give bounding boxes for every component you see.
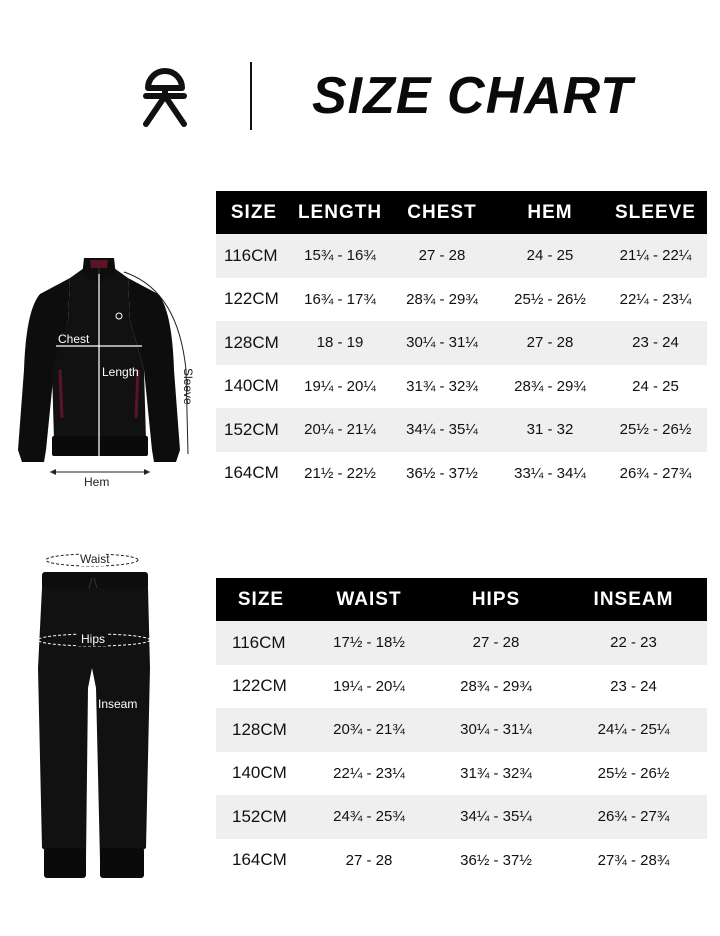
table-cell: 116CM [216, 234, 292, 278]
table-cell: 31¾ - 32¾ [460, 764, 532, 782]
table-row [216, 278, 707, 322]
header-size: SIZE [216, 578, 306, 621]
table-cell: 25½ - 26½ [604, 408, 707, 452]
table-cell: 27 - 28 [345, 851, 393, 869]
table-row [216, 795, 707, 839]
table-cell: 18 - 19 [292, 321, 388, 365]
table-cell: 28¾ - 29¾ [406, 290, 478, 308]
table-cell: 21½ - 22½ [304, 464, 376, 482]
table-cell: 128CM [216, 708, 306, 752]
jacket-size-table [216, 191, 707, 495]
table-row [216, 752, 707, 796]
table-header-row [216, 578, 707, 621]
table-row [216, 365, 707, 409]
header-divider [250, 62, 252, 130]
table-cell: 31 - 32 [496, 408, 604, 452]
table-cell: 164CM [232, 850, 287, 870]
table-row [216, 839, 707, 883]
table-cell: 128CM [216, 321, 292, 365]
inseam-label: Inseam [98, 697, 138, 711]
table-row [216, 621, 707, 665]
table-cell: 27¾ - 28¾ [597, 851, 670, 869]
table-cell: 164CM [224, 463, 279, 483]
table-cell: 15¾ - 16¾ [292, 234, 388, 278]
table-cell: 17½ - 18½ [306, 621, 432, 665]
table-cell: 26¾ - 27¾ [619, 464, 692, 482]
table-row [216, 708, 707, 752]
table-cell: 24¾ - 25¾ [306, 795, 432, 839]
table-row [216, 408, 707, 452]
table-cell: 36½ - 37½ [460, 851, 532, 869]
table-cell: 34¼ - 35¼ [388, 408, 496, 452]
table-cell: 24 - 25 [632, 377, 679, 395]
header-hips: HIPS [432, 578, 560, 621]
table-cell: 16¾ - 17¾ [304, 290, 376, 308]
table-cell: 30¼ - 31¼ [388, 321, 496, 365]
table-row [216, 452, 707, 496]
table-cell: 21¼ - 22¼ [604, 234, 707, 278]
header-size: SIZE [216, 191, 292, 234]
table-cell: 30¼ - 31¼ [432, 708, 560, 752]
table-header-row [216, 191, 707, 234]
table-cell: 122CM [224, 289, 279, 309]
table-cell: 27 - 28 [432, 621, 560, 665]
table-row [216, 234, 707, 278]
table-cell: 28¾ - 29¾ [514, 377, 586, 395]
chest-label: Chest [58, 332, 90, 346]
table-cell: 19¼ - 20¼ [304, 377, 376, 395]
header-chest: CHEST [388, 191, 496, 234]
waist-label: Waist [80, 552, 110, 566]
length-label: Length [102, 365, 139, 379]
table-cell: 27 - 28 [388, 234, 496, 278]
table-cell: 23 - 24 [604, 321, 707, 365]
table-cell: 22 - 23 [560, 621, 707, 665]
header-waist: WAIST [306, 578, 432, 621]
table-cell: 24 - 25 [496, 234, 604, 278]
hips-label: Hips [81, 632, 106, 646]
table-cell: 34¼ - 35¼ [432, 795, 560, 839]
pants-illustration [30, 548, 160, 888]
page-title: SIZE CHART [312, 67, 634, 125]
table-cell: 152CM [216, 408, 292, 452]
header-sleeve: SLEEVE [604, 191, 707, 234]
table-cell: 140CM [232, 763, 287, 783]
table-cell: 25½ - 26½ [514, 290, 586, 308]
header-hem: HEM [496, 191, 604, 234]
table-cell: 152CM [216, 795, 306, 839]
table-cell: 19¼ - 20¼ [333, 677, 405, 695]
table-cell: 24¼ - 25¼ [560, 708, 707, 752]
table-cell: 116CM [216, 621, 306, 665]
table-cell: 20¼ - 21¼ [292, 408, 388, 452]
jacket-illustration [10, 250, 210, 490]
pants-size-table [216, 578, 707, 882]
header-inseam: INSEAM [560, 578, 707, 621]
header-length: LENGTH [292, 191, 388, 234]
table-cell: 31¾ - 32¾ [406, 377, 478, 395]
table-cell: 33¼ - 34¼ [514, 464, 586, 482]
table-cell: 140CM [224, 376, 279, 396]
table-cell: 23 - 24 [610, 677, 657, 695]
brand-logo-icon [142, 60, 188, 132]
table-cell: 122CM [232, 676, 287, 696]
table-cell: 27 - 28 [496, 321, 604, 365]
sleeve-label: Sleeve [181, 368, 195, 405]
table-cell: 22¼ - 23¼ [619, 290, 692, 308]
table-cell: 26¾ - 27¾ [560, 795, 707, 839]
table-cell: 28¾ - 29¾ [460, 677, 532, 695]
table-row [216, 321, 707, 365]
hem-label: Hem [84, 475, 110, 489]
table-cell: 25½ - 26½ [597, 764, 670, 782]
table-cell: 36½ - 37½ [406, 464, 478, 482]
table-cell: 22¼ - 23¼ [333, 764, 405, 782]
table-cell: 20¾ - 21¾ [306, 708, 432, 752]
table-row [216, 665, 707, 709]
